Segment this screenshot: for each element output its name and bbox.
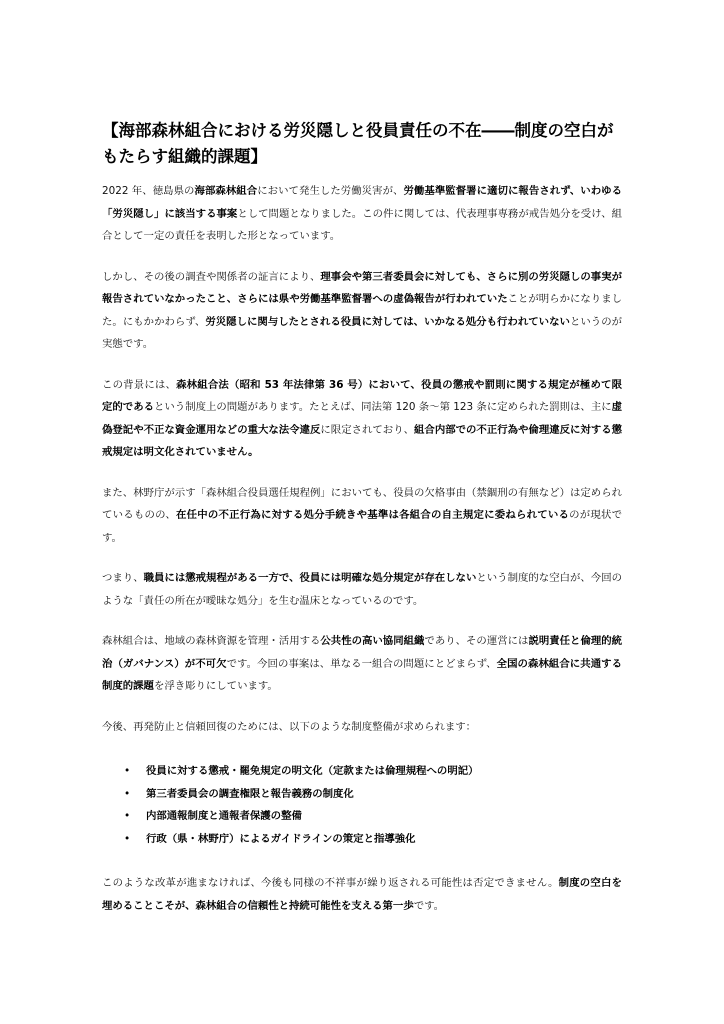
paragraph-7 [102, 716, 622, 739]
body-text: として問題となりました。この件に関しては、代表理事専務が戒告処分を受け、組合として一定の責任を表明した形となっています。 [102, 207, 622, 242]
body-text: 2022 年、徳島県の [102, 185, 195, 197]
bullet-icon: • [124, 832, 131, 845]
emphasis-text: 制度の空白を埋めることこそが、森林組合の信頼性と持続可能性を支える第一歩 [102, 877, 623, 912]
body-text: という制度上の問題があります。たとえば、同法第 120 条～第 123 条に定められた罰則は、主に [154, 401, 612, 413]
body-text: 今後、再発防止と信頼回復のためには、以下のような制度整備が求められます： [102, 720, 477, 733]
emphasis-text: 組合内部での不正行為や倫理違反に対する懲戒規定は明文化されていません。 [102, 423, 623, 458]
body-text: このような改革が進まなければ、今後も同様の不祥事が繰り返される可能性は否定できません。 [102, 877, 559, 889]
paragraph-3 [102, 374, 622, 464]
emphasis-text: 職員には懲戒規程がある一方で、役員には明確な処分規定が存在しない [143, 572, 477, 584]
body-text: この背景には、 [102, 378, 177, 391]
body-text: に限定されており、 [320, 423, 415, 436]
list-item: • 第三者委員会の調査権限と報告義務の制度化 [102, 783, 622, 806]
body-text: つまり、 [102, 572, 144, 584]
bullet-icon: • [124, 765, 131, 777]
body-text: のが現状です。 [102, 509, 623, 544]
body-text: という制度的な空白が、今回のような「責任の所在が曖昧な処分」を生む温床となっているのです。 [102, 572, 623, 607]
paragraph-6 [102, 630, 622, 698]
emphasis-text: 海部森林組合 [194, 185, 258, 197]
document-title: 【海部森林組合における労災隠しと役員責任の不在――制度の空白がもたらす組織的課題】 [102, 121, 614, 166]
body-text: 森林組合は、地域の森林資源を管理・活用する [102, 635, 321, 647]
document-body [102, 118, 622, 917]
emphasis-text: 虚偽登記や不正な資金運用などの重大な法令違反 [102, 401, 623, 436]
emphasis-text: 理事会や第三者委員会に対しても、さらに別の労災隠しの事実が報告されていなかったこと、さらには県や労働基準監督署への虚偽報告が行われていた [102, 270, 622, 305]
emphasis-text: 労働基準監督署に適切に報告されず、いわゆる「労災隠し」に該当する事案 [102, 185, 623, 220]
emphasis-text: 公共性の高い協同組織 [320, 635, 425, 647]
body-text: しかし、その後の調査や関係者の証言により、 [102, 270, 321, 283]
list-item: • 行政（県・林野庁）によるガイドラインの策定と指導強化 [102, 828, 622, 851]
emphasis-text: 在任中の不正行為に対する処分手続きや基準は各組合の自主規定に委ねられている [175, 509, 570, 521]
body-text: において発生した労働災害が、 [257, 185, 404, 197]
closing-paragraph [102, 872, 622, 917]
paragraph-2 [102, 266, 622, 356]
measures-list [102, 760, 622, 850]
list-item: • 内部通報制度と通報者保護の整備 [102, 805, 622, 828]
body-text: また、林野庁が示す「森林組合役員選任規程例」においても、役員の欠格事由（禁錮刑の有無など）は定められているものの、 [102, 486, 622, 521]
body-text: というのが実態です。 [102, 315, 623, 350]
body-text: であり、その運営には [424, 635, 529, 647]
emphasis-text: 労災隠しに関与したとされる役員に対しては、いかなる処分も行われていない [205, 315, 570, 328]
emphasis-text: 森林組合法（昭和 53 年法律第 36 号）において、役員の懲戒や罰則に関する規定が極めて限定的である [102, 378, 623, 413]
bullet-icon: • [124, 810, 131, 822]
paragraph-5 [102, 567, 622, 612]
paragraph-1 [102, 180, 622, 248]
emphasis-text: 全国の森林組合に共通する制度的課題 [102, 657, 622, 692]
body-text: ことが明らかになりました。にもかかわらず、 [102, 293, 623, 328]
body-text: です。 [413, 899, 445, 912]
body-text: です。今回の事案は、単なる一組合の問題にとどまらず、 [226, 657, 497, 670]
bullet-icon: • [124, 787, 131, 800]
body-text: を浮き彫りにしています。 [153, 680, 278, 692]
emphasis-text: 説明責任と倫理的統治（ガバナンス）が不可欠 [102, 635, 623, 670]
list-item: • 役員に対する懲戒・罷免規定の明文化（定款または倫理規程への明記） [102, 760, 622, 783]
paragraph-4 [102, 482, 622, 550]
